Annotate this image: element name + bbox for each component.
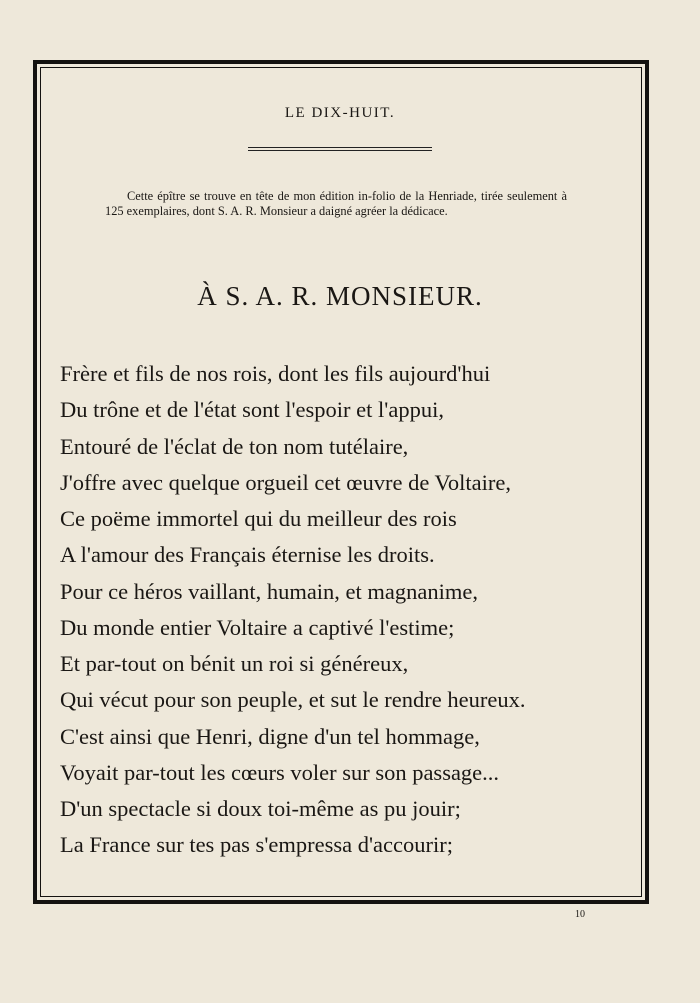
verse-line: Frère et fils de nos rois, dont les fils aujourd'hui: [60, 361, 491, 386]
verse-block: [60, 356, 650, 864]
footnote-text: Cette épître se trouve en tête de mon édition in-folio de la Henriade, tirée seulement à 125 exemplaires, dont S. A. R. Monsieur a daigné agréer la dédicace.: [105, 189, 567, 218]
verse-line: Voyait par-tout les cœurs voler sur son passage...: [60, 759, 500, 785]
verse-line: Pour ce héros vaillant, humain, et magnanime,: [60, 578, 479, 604]
verse-line: D'un spectacle si doux toi-même as pu jouir;: [60, 796, 461, 821]
verse-line: A l'amour des Français éternise les droits.: [60, 542, 435, 568]
verse-line: La France sur tes pas s'empressa d'accourir;: [60, 832, 453, 858]
double-rule-divider: [248, 147, 432, 151]
running-title: LE DIX-HUIT.: [284, 105, 396, 121]
dedication-heading: À S. A. R. MONSIEUR.: [197, 281, 483, 311]
page-number: 10: [575, 909, 585, 920]
verse-line: Entouré de l'éclat de ton nom tutélaire,: [60, 433, 409, 459]
verse-line: J'offre avec quelque orgueil cet œuvre de Voltaire,: [60, 469, 511, 495]
verse-line: Qui vécut pour son peuple, et sut le rendre heureux.: [60, 687, 526, 713]
verse-line: C'est ainsi que Henri, digne d'un tel hommage,: [60, 723, 480, 749]
verse-line: Du monde entier Voltaire a captivé l'estime;: [60, 614, 455, 640]
verse-line: Ce poëme immortel qui du meilleur des rois: [60, 506, 457, 531]
verse-line: Du trône et de l'état sont l'espoir et l'appui,: [60, 397, 444, 423]
verse-line: Et par-tout on bénit un roi si généreux,: [60, 651, 409, 676]
